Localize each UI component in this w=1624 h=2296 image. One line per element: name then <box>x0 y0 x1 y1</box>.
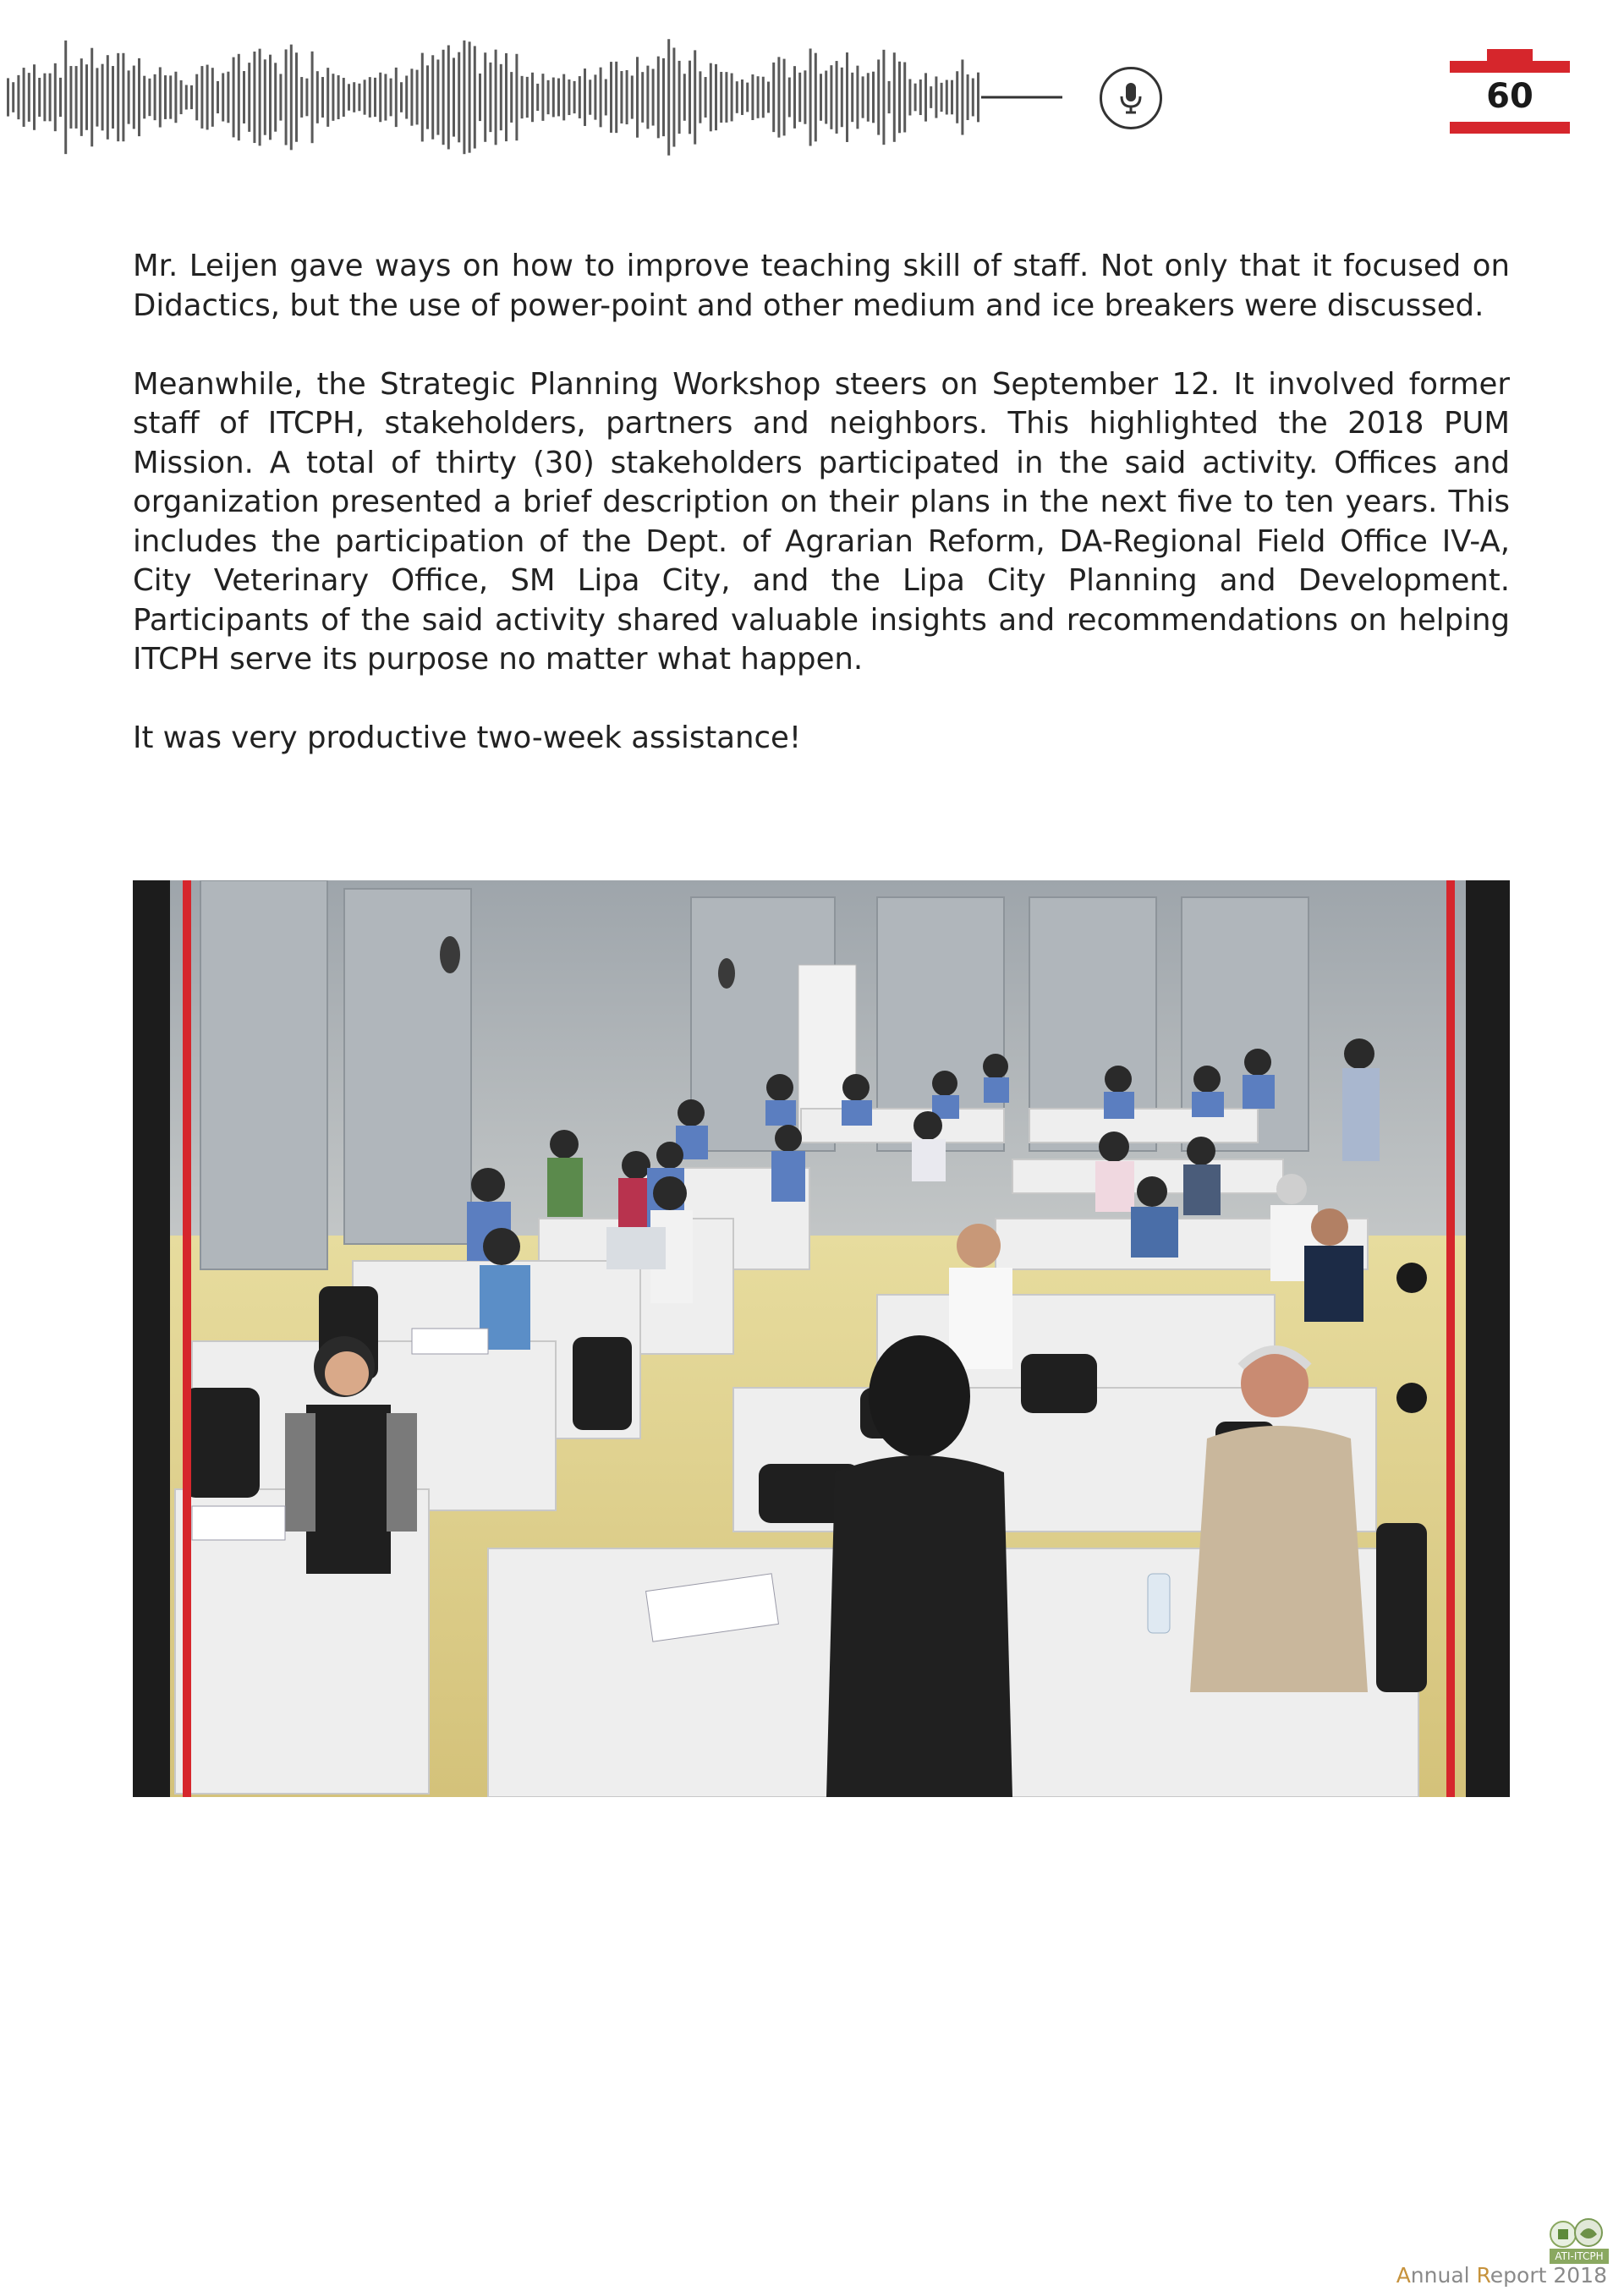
article-paragraph: Meanwhile, the Strategic Planning Workshop steers on September 12. It involved former staff of ITCPH, stakeholders, partners and neighbors. This highlighted the 2018 PUM Mission. A total of thirty (30) stakeholders participated in the said activity. Offices and organization presented a brief description on their plans in the next five to ten years. This includes the participation of the Dept. of Agrarian Reform, DA-Regional Field Office IV-A, City Veterinary Office, SM Lipa City, and the Lipa City Planning and Development. Participants of the said activity shared valuable insights and recommendations on helping ITCPH serve its purpose no matter what happen. <box>133 366 1510 677</box>
waveform-bar <box>469 41 471 152</box>
waveform-bar <box>893 52 896 142</box>
waveform-bar <box>568 79 570 115</box>
waveform-bar <box>54 63 57 131</box>
waveform-bar <box>924 73 927 121</box>
workshop-classroom-photo <box>133 880 1510 1797</box>
waveform-bar <box>584 68 586 126</box>
waveform-bar <box>274 63 277 131</box>
footer-title-text: eport 2018 <box>1490 2263 1607 2288</box>
waveform-bar <box>80 58 83 136</box>
waveform-bar <box>762 77 765 118</box>
waveform-bar <box>641 72 644 123</box>
waveform-bar <box>793 66 796 129</box>
waveform-bar <box>285 49 288 145</box>
waveform-bar <box>547 80 550 114</box>
waveform-bar <box>358 84 360 111</box>
waveform-bar <box>379 73 381 123</box>
waveform-bar <box>589 79 591 114</box>
waveform-bar <box>107 55 109 140</box>
waveform-bar <box>610 62 612 133</box>
waveform-bar <box>75 66 78 129</box>
waveform-bar <box>12 82 14 112</box>
waveform-bar <box>720 72 722 123</box>
waveform-bar <box>557 79 560 117</box>
waveform-bar <box>662 58 665 136</box>
waveform-bar <box>343 78 345 117</box>
footer-report-title <box>1396 2263 1607 2288</box>
waveform-bar <box>222 73 224 121</box>
waveform-bar <box>694 50 696 144</box>
waveform-bar <box>710 63 712 132</box>
waveform-bar <box>689 61 691 134</box>
waveform-bar <box>825 71 827 124</box>
waveform-bar <box>777 57 780 137</box>
waveform-bar <box>180 80 183 114</box>
waveform-bar <box>521 76 524 118</box>
waveform-bar <box>898 62 901 133</box>
waveform-bar <box>646 66 649 129</box>
waveform-bar <box>436 59 439 134</box>
article-body <box>133 247 1510 797</box>
waveform-bar <box>594 74 596 119</box>
waveform-bar <box>699 71 701 123</box>
waveform-bar <box>33 64 36 130</box>
waveform-bar <box>767 82 770 113</box>
waveform-bar <box>715 64 717 130</box>
waveform-bar <box>620 71 623 123</box>
waveform-bar <box>138 58 140 136</box>
waveform-bar <box>23 68 25 127</box>
page-number: 60 <box>1486 77 1533 116</box>
waveform-bar <box>227 72 229 123</box>
waveform-bar <box>259 49 261 146</box>
waveform-bar <box>143 76 145 119</box>
footer-logo-label: ATI-ITCPH <box>1550 2249 1609 2264</box>
waveform-bar <box>410 68 413 125</box>
waveform-bar <box>164 75 167 119</box>
waveform-bar <box>290 45 293 151</box>
waveform-bar <box>253 52 255 143</box>
waveform-bar <box>736 81 738 113</box>
waveform-bar <box>772 63 775 132</box>
waveform-bar <box>233 58 235 138</box>
waveform-bar <box>956 71 958 123</box>
waveform-bar <box>458 52 460 143</box>
waveform-bar <box>820 74 822 121</box>
waveform-bar <box>305 79 308 117</box>
waveform-bar <box>390 79 392 117</box>
waveform-bar <box>316 71 319 123</box>
waveform-bar <box>788 78 791 118</box>
waveform-bar <box>453 58 455 136</box>
waveform-bar <box>961 59 963 134</box>
waveform-bar <box>856 66 859 129</box>
waveform-bar <box>400 82 403 112</box>
audio-waveform-icon <box>0 25 1074 169</box>
waveform-bar <box>59 78 62 117</box>
waveform-bar <box>678 61 681 134</box>
waveform-bar <box>798 73 801 122</box>
waveform-bar <box>505 53 508 141</box>
waveform-bar <box>903 63 906 133</box>
waveform-bar <box>526 77 529 118</box>
waveform-bar <box>757 76 760 118</box>
waveform-bar <box>725 72 727 123</box>
waveform-bar <box>631 75 634 118</box>
waveform-bar <box>815 53 817 142</box>
waveform-bar <box>972 79 974 117</box>
waveform-bar <box>431 55 434 139</box>
waveform-bar <box>311 52 314 143</box>
waveform-bar <box>783 59 786 136</box>
waveform-bar <box>395 68 398 127</box>
waveform-bar <box>374 78 376 117</box>
footer-title-accent: A <box>1396 2263 1411 2288</box>
waveform-bar <box>967 74 969 120</box>
waveform-bar <box>888 81 891 113</box>
waveform-bar <box>951 80 953 115</box>
waveform-bar <box>683 74 686 120</box>
footer-title-accent: R <box>1476 2263 1490 2288</box>
waveform-bar <box>536 84 539 111</box>
waveform-bar <box>248 63 250 132</box>
waveform-bar <box>364 79 366 114</box>
waveform-bar <box>128 70 130 123</box>
waveform-bar <box>447 46 450 150</box>
waveform-bar <box>295 52 298 142</box>
waveform-bar <box>479 74 481 121</box>
waveform-bar <box>112 66 114 129</box>
waveform-bar <box>117 53 119 141</box>
waveform-bar <box>552 78 555 118</box>
waveform-bar <box>38 78 41 117</box>
waveform-bar <box>846 52 848 142</box>
page-number-top-bar <box>1450 61 1570 73</box>
waveform-bar <box>7 78 9 116</box>
footer-title-text: nnual <box>1410 2263 1477 2288</box>
waveform-bar <box>935 76 937 118</box>
waveform-bar <box>206 65 209 130</box>
waveform-bar <box>930 86 932 108</box>
waveform-bar <box>573 81 576 113</box>
waveform-bar <box>510 72 513 123</box>
waveform-bar <box>426 65 429 129</box>
waveform-bar <box>605 79 607 116</box>
waveform-bar <box>941 83 943 112</box>
waveform-bar <box>830 65 832 129</box>
waveform-bar <box>195 74 198 121</box>
waveform-bar <box>91 48 93 147</box>
page-number-bottom-bar <box>1450 122 1570 134</box>
waveform-bar <box>49 74 52 122</box>
article-paragraph: It was very productive two-week assistance! <box>133 721 802 755</box>
waveform-bar <box>85 64 88 130</box>
waveform-bar <box>64 41 67 154</box>
waveform-bar <box>531 73 534 122</box>
waveform-bar <box>353 82 355 112</box>
waveform-bar <box>133 66 135 129</box>
waveform-bar <box>919 79 922 115</box>
waveform-bar <box>122 53 124 141</box>
article-paragraph: Mr. Leijen gave ways on how to improve teaching skill of staff. Not only that it focused on Didactics, but the use of power-point and other medium and ice breakers were discussed. <box>133 249 1510 323</box>
waveform-bar <box>862 76 864 118</box>
waveform-bar <box>500 64 502 130</box>
waveform-bar <box>636 57 639 137</box>
waveform-bar <box>321 77 324 118</box>
page-number-top-tab <box>1487 49 1533 61</box>
waveform-bar <box>600 68 602 128</box>
waveform-bar <box>977 73 979 123</box>
waveform-bar <box>43 74 46 122</box>
waveform-bar <box>541 74 544 121</box>
waveform-bar <box>836 61 838 134</box>
waveform-bar <box>154 74 156 120</box>
waveform-bar <box>69 66 72 129</box>
waveform-bar <box>102 64 104 131</box>
waveform-bar <box>269 55 272 140</box>
waveform-bar <box>841 68 843 127</box>
waveform-bar <box>872 72 875 123</box>
waveform-bar <box>672 47 675 146</box>
waveform-bar <box>908 79 911 116</box>
waveform-bar <box>416 70 419 125</box>
waveform-bar <box>442 50 445 145</box>
waveform-bar <box>741 79 743 115</box>
waveform-bar <box>238 54 240 140</box>
waveform-bar <box>243 71 245 123</box>
waveform-bar <box>751 74 754 120</box>
waveform-bar <box>421 53 424 142</box>
waveform-bar <box>731 74 733 122</box>
waveform-bar <box>17 75 19 119</box>
waveform-bar <box>185 85 188 109</box>
waveform-bar <box>264 59 266 134</box>
waveform-bar <box>667 39 670 156</box>
waveform-bar <box>211 68 214 127</box>
waveform-bar <box>474 46 476 148</box>
waveform-bar <box>332 74 334 121</box>
waveform-bar <box>405 75 408 118</box>
waveform-bar <box>877 59 880 134</box>
waveform-bar <box>489 63 491 132</box>
waveform-bar <box>369 77 371 118</box>
waveform-bar <box>217 81 219 113</box>
waveform-bar <box>148 79 151 116</box>
waveform-bar <box>705 77 707 118</box>
waveform-bar <box>804 70 806 123</box>
waveform-bar <box>867 73 870 121</box>
waveform-bar <box>652 68 655 125</box>
waveform-bar <box>946 80 948 115</box>
waveform-bar <box>190 85 193 109</box>
waveform-bar <box>484 52 486 142</box>
waveform-bar <box>279 74 282 120</box>
waveform-bar <box>96 68 98 126</box>
waveform-bar <box>914 84 917 112</box>
waveform-bar <box>28 73 30 122</box>
waveform-bar <box>169 75 172 118</box>
waveform-bar <box>348 84 350 110</box>
waveform-bar <box>495 50 497 145</box>
waveform-bar <box>300 77 303 118</box>
waveform-bar <box>515 54 518 140</box>
waveform-bar <box>384 74 387 120</box>
waveform-bar <box>579 76 581 118</box>
waveform-bar <box>882 50 885 145</box>
page-number-badge <box>1450 49 1570 134</box>
waveform-bar <box>200 66 203 129</box>
waveform-bar <box>159 67 162 127</box>
waveform-bar <box>337 75 340 119</box>
waveform-bar <box>657 57 660 139</box>
waveform-bar <box>463 41 465 154</box>
waveform-bar <box>626 70 628 124</box>
microphone-icon <box>1100 67 1162 129</box>
waveform-bar <box>615 62 617 133</box>
waveform-bar <box>851 73 853 122</box>
waveform-bar <box>746 83 749 112</box>
waveform-bar <box>809 48 812 145</box>
waveform-bar <box>326 68 329 127</box>
waveform-bar <box>174 72 177 123</box>
waveform-bar <box>562 74 565 121</box>
